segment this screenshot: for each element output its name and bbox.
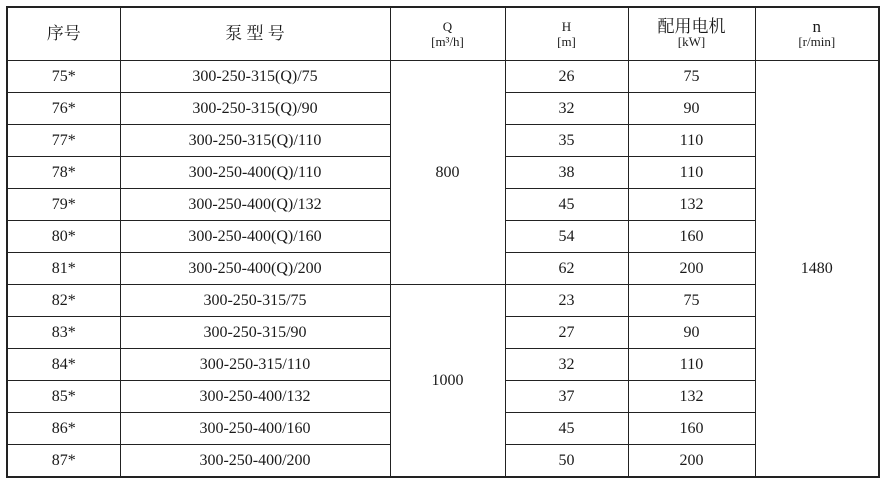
- head-cell: 45: [505, 413, 628, 445]
- motor-cell: 160: [628, 413, 755, 445]
- speed-symbol: n: [812, 17, 821, 36]
- motor-cell: 132: [628, 189, 755, 221]
- motor-cell: 90: [628, 317, 755, 349]
- motor-cell: 75: [628, 285, 755, 317]
- motor-cell: 75: [628, 61, 755, 93]
- head-cell: 32: [505, 93, 628, 125]
- head-cell: 62: [505, 253, 628, 285]
- seq-cell: 76*: [7, 93, 120, 125]
- model-cell: 300-250-400(Q)/110: [120, 157, 390, 189]
- header-head: [505, 7, 628, 61]
- seq-cell: 82*: [7, 285, 120, 317]
- head-cell: 32: [505, 349, 628, 381]
- header-model: 泵 型 号: [120, 7, 390, 61]
- speed-unit: [r/min]: [798, 34, 836, 49]
- speed-cell: 1480: [755, 61, 879, 478]
- model-cell: 300-250-400(Q)/132: [120, 189, 390, 221]
- motor-cell: 110: [628, 125, 755, 157]
- model-cell: 300-250-400/200: [120, 445, 390, 478]
- head-cell: 23: [505, 285, 628, 317]
- seq-cell: 81*: [7, 253, 120, 285]
- motor-cell: 110: [628, 349, 755, 381]
- motor-cell: 200: [628, 445, 755, 478]
- model-cell: 300-250-315(Q)/75: [120, 61, 390, 93]
- motor-label: 配用电机: [657, 17, 726, 36]
- motor-cell: 200: [628, 253, 755, 285]
- head-cell: 37: [505, 381, 628, 413]
- head-cell: 50: [505, 445, 628, 478]
- header-seq: 序号: [7, 7, 120, 61]
- head-cell: 27: [505, 317, 628, 349]
- head-cell: 35: [505, 125, 628, 157]
- seq-cell: 83*: [7, 317, 120, 349]
- motor-cell: 110: [628, 157, 755, 189]
- model-cell: 300-250-400/132: [120, 381, 390, 413]
- head-unit: [m]: [557, 34, 576, 49]
- flow-symbol: Q: [442, 19, 453, 34]
- seq-cell: 78*: [7, 157, 120, 189]
- table-row: [7, 61, 879, 93]
- head-cell: 45: [505, 189, 628, 221]
- head-symbol: H: [561, 19, 572, 34]
- model-cell: 300-250-315/110: [120, 349, 390, 381]
- seq-cell: 85*: [7, 381, 120, 413]
- seq-cell: 79*: [7, 189, 120, 221]
- motor-unit: [kW]: [677, 34, 706, 49]
- header-speed: [755, 7, 879, 61]
- seq-cell: 80*: [7, 221, 120, 253]
- seq-cell: 86*: [7, 413, 120, 445]
- model-cell: 300-250-400(Q)/160: [120, 221, 390, 253]
- model-cell: 300-250-400/160: [120, 413, 390, 445]
- header-row: [7, 7, 879, 61]
- motor-cell: 132: [628, 381, 755, 413]
- flow-cell: 1000: [390, 285, 505, 478]
- head-cell: 38: [505, 157, 628, 189]
- seq-cell: 87*: [7, 445, 120, 478]
- table-row: [7, 285, 879, 317]
- motor-cell: 160: [628, 221, 755, 253]
- header-motor: [628, 7, 755, 61]
- seq-cell: 84*: [7, 349, 120, 381]
- header-flow: [390, 7, 505, 61]
- model-cell: 300-250-315(Q)/90: [120, 93, 390, 125]
- head-cell: 26: [505, 61, 628, 93]
- model-cell: 300-250-315/75: [120, 285, 390, 317]
- model-cell: 300-250-400(Q)/200: [120, 253, 390, 285]
- seq-cell: 75*: [7, 61, 120, 93]
- seq-cell: 77*: [7, 125, 120, 157]
- motor-cell: 90: [628, 93, 755, 125]
- pump-spec-table: [6, 6, 880, 478]
- model-cell: 300-250-315/90: [120, 317, 390, 349]
- flow-cell: 800: [390, 61, 505, 285]
- model-cell: 300-250-315(Q)/110: [120, 125, 390, 157]
- flow-unit: [m³/h]: [431, 34, 464, 49]
- head-cell: 54: [505, 221, 628, 253]
